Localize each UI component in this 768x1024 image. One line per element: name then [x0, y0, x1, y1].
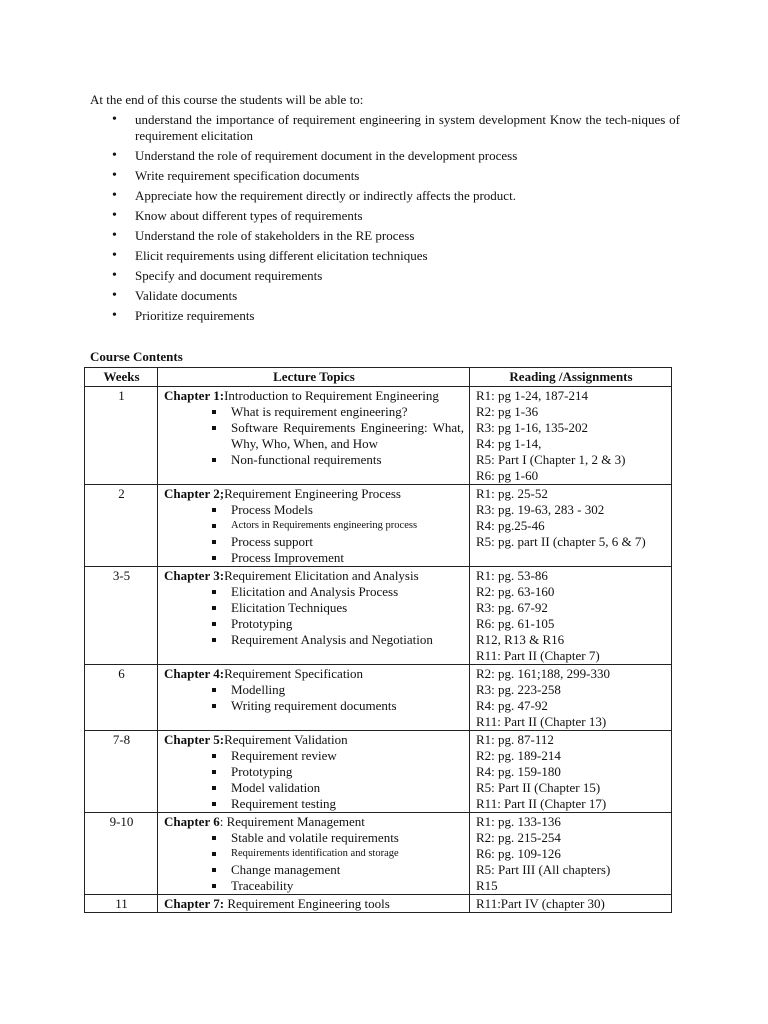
reading-line: R11: Part II (Chapter 13)	[476, 714, 607, 729]
reading-line: R4: pg 1-14,	[476, 436, 542, 451]
reading-line: R6: pg 1-60	[476, 468, 539, 483]
topic-item: Requirement Analysis and Negotiation	[210, 632, 464, 648]
reading-cell	[470, 731, 672, 813]
topics-cell	[158, 567, 470, 665]
reading-line: R5: Part II (Chapter 15)	[476, 780, 601, 795]
week-cell: 6	[85, 665, 158, 731]
reading-line: R2: pg. 63-160	[476, 584, 555, 599]
chapter-title	[164, 568, 464, 584]
topic-item: Change management	[210, 862, 464, 878]
course-contents-heading: Course Contents	[90, 349, 183, 364]
topic-item: Requirements identification and storage	[210, 846, 464, 862]
chapter-name: Requirement Specification	[224, 666, 364, 681]
chapter-name: Requirement Validation	[224, 732, 348, 747]
chapter-number: Chapter 6	[164, 814, 220, 829]
topic-item: Elicitation and Analysis Process	[210, 584, 464, 600]
list-item: • Validate documents	[110, 288, 680, 304]
reading-line: R1: pg. 53-86	[476, 568, 548, 583]
header-readings: Reading /Assignments	[470, 368, 672, 387]
topic-item: Non-functional requirements	[210, 452, 464, 468]
reading-line: R4: pg.25-46	[476, 518, 545, 533]
list-item: • Specify and document requirements	[110, 268, 680, 284]
reading-line: R11:Part IV (chapter 30)	[476, 896, 605, 911]
chapter-name: Requirement Engineering Process	[224, 486, 401, 501]
table-row	[85, 567, 672, 665]
topics-cell	[158, 387, 470, 485]
reading-line: R3: pg. 67-92	[476, 600, 548, 615]
reading-line: R1: pg. 133-136	[476, 814, 561, 829]
topic-item: Requirement review	[210, 748, 464, 764]
table-row	[85, 485, 672, 567]
week-cell: 2	[85, 485, 158, 567]
topic-item: Software Requirements Engineering: What, Why, Who, When, and How	[210, 420, 464, 452]
chapter-number: Chapter 4:	[164, 666, 225, 681]
reading-line: R2: pg. 161;188, 299-330	[476, 666, 610, 681]
topic-list	[164, 748, 464, 812]
list-item: • Understand the role of requirement document in the development process	[110, 148, 680, 164]
topic-item: Prototyping	[210, 616, 464, 632]
reading-line: R11: Part II (Chapter 7)	[476, 648, 600, 663]
reading-line: R4: pg. 47-92	[476, 698, 548, 713]
topic-item: Writing requirement documents	[210, 698, 464, 714]
topic-item: Stable and volatile requirements	[210, 830, 464, 846]
reading-line: R5: Part III (All chapters)	[476, 862, 611, 877]
topic-list	[164, 404, 464, 468]
table-row	[85, 387, 672, 485]
topic-item: Traceability	[210, 878, 464, 894]
topic-item: Prototyping	[210, 764, 464, 780]
chapter-title	[164, 486, 464, 502]
reading-line: R1: pg. 25-52	[476, 486, 548, 501]
topic-list	[164, 830, 464, 894]
week-cell: 9-10	[85, 813, 158, 895]
reading-line: R2: pg. 215-254	[476, 830, 561, 845]
reading-cell	[470, 665, 672, 731]
topic-item: Process support	[210, 534, 464, 550]
week-cell: 1	[85, 387, 158, 485]
topic-item: Modelling	[210, 682, 464, 698]
topics-cell	[158, 731, 470, 813]
week-cell: 3-5	[85, 567, 158, 665]
reading-line: R3: pg. 223-258	[476, 682, 561, 697]
topics-cell	[158, 665, 470, 731]
list-item: • Appreciate how the requirement directly or indirectly affects the product.	[110, 188, 680, 204]
reading-line: R6: pg. 109-126	[476, 846, 561, 861]
header-lecture-topics: Lecture Topics	[158, 368, 470, 387]
list-item: • Understand the role of stakeholders in the RE process	[110, 228, 680, 244]
table-row	[85, 665, 672, 731]
chapter-number: Chapter 2;	[164, 486, 225, 501]
chapter-title	[164, 388, 464, 404]
topics-cell	[158, 485, 470, 567]
reading-line: R11: Part II (Chapter 17)	[476, 796, 607, 811]
chapter-name: Introduction to Requirement Engineering	[224, 388, 439, 403]
list-item: • Elicit requirements using different elicitation techniques	[110, 248, 680, 264]
reading-cell	[470, 387, 672, 485]
chapter-name: : Requirement Management	[219, 814, 365, 829]
course-contents-table	[84, 367, 672, 913]
list-item: • Know about different types of requirements	[110, 208, 680, 224]
chapter-number: Chapter 3:	[164, 568, 225, 583]
reading-line: R15	[476, 878, 498, 893]
topic-item: Process Improvement	[210, 550, 464, 566]
topics-cell	[158, 895, 470, 913]
chapter-title	[164, 732, 464, 748]
intro-text: At the end of this course the students will be able to:	[90, 92, 364, 107]
chapter-number: Chapter 5:	[164, 732, 225, 747]
topic-list	[164, 502, 464, 566]
chapter-name: Requirement Engineering tools	[224, 896, 390, 911]
list-item: • Prioritize requirements	[110, 308, 680, 324]
topic-list	[164, 682, 464, 714]
reading-line: R1: pg. 87-112	[476, 732, 554, 747]
chapter-title	[164, 814, 464, 830]
reading-cell	[470, 895, 672, 913]
topic-list	[164, 584, 464, 648]
topic-item: Process Models	[210, 502, 464, 518]
chapter-title	[164, 896, 464, 912]
reading-line: R12, R13 & R16	[476, 632, 565, 647]
reading-line: R1: pg 1-24, 187-214	[476, 388, 588, 403]
reading-line: R2: pg. 189-214	[476, 748, 561, 763]
list-item: • understand the importance of requirement engineering in system development Know the tech-niques of requirement elicitation	[110, 112, 680, 144]
chapter-title	[164, 666, 464, 682]
reading-line: R4: pg. 159-180	[476, 764, 561, 779]
reading-line: R5: pg. part II (chapter 5, 6 & 7)	[476, 534, 646, 549]
reading-line: R2: pg 1-36	[476, 404, 539, 419]
topic-item: Requirement testing	[210, 796, 464, 812]
week-cell: 7-8	[85, 731, 158, 813]
week-cell: 11	[85, 895, 158, 913]
topic-item: Model validation	[210, 780, 464, 796]
table-row	[85, 731, 672, 813]
table-header-row	[85, 368, 672, 387]
reading-line: R5: Part I (Chapter 1, 2 & 3)	[476, 452, 626, 467]
reading-cell	[470, 485, 672, 567]
reading-line: R3: pg. 19-63, 283 - 302	[476, 502, 605, 517]
chapter-name: Requirement Elicitation and Analysis	[224, 568, 419, 583]
reading-line: R6: pg. 61-105	[476, 616, 555, 631]
table-row	[85, 895, 672, 913]
reading-line: R3: pg 1-16, 135-202	[476, 420, 588, 435]
topic-item: Actors in Requirements engineering process	[210, 518, 464, 534]
chapter-number: Chapter 7:	[164, 896, 225, 911]
reading-cell	[470, 813, 672, 895]
table-row	[85, 813, 672, 895]
learning-outcomes-list	[110, 112, 680, 328]
chapter-number: Chapter 1:	[164, 388, 225, 403]
reading-cell	[470, 567, 672, 665]
topic-item: Elicitation Techniques	[210, 600, 464, 616]
topics-cell	[158, 813, 470, 895]
topic-item: What is requirement engineering?	[210, 404, 464, 420]
list-item: • Write requirement specification documents	[110, 168, 680, 184]
header-weeks: Weeks	[85, 368, 158, 387]
